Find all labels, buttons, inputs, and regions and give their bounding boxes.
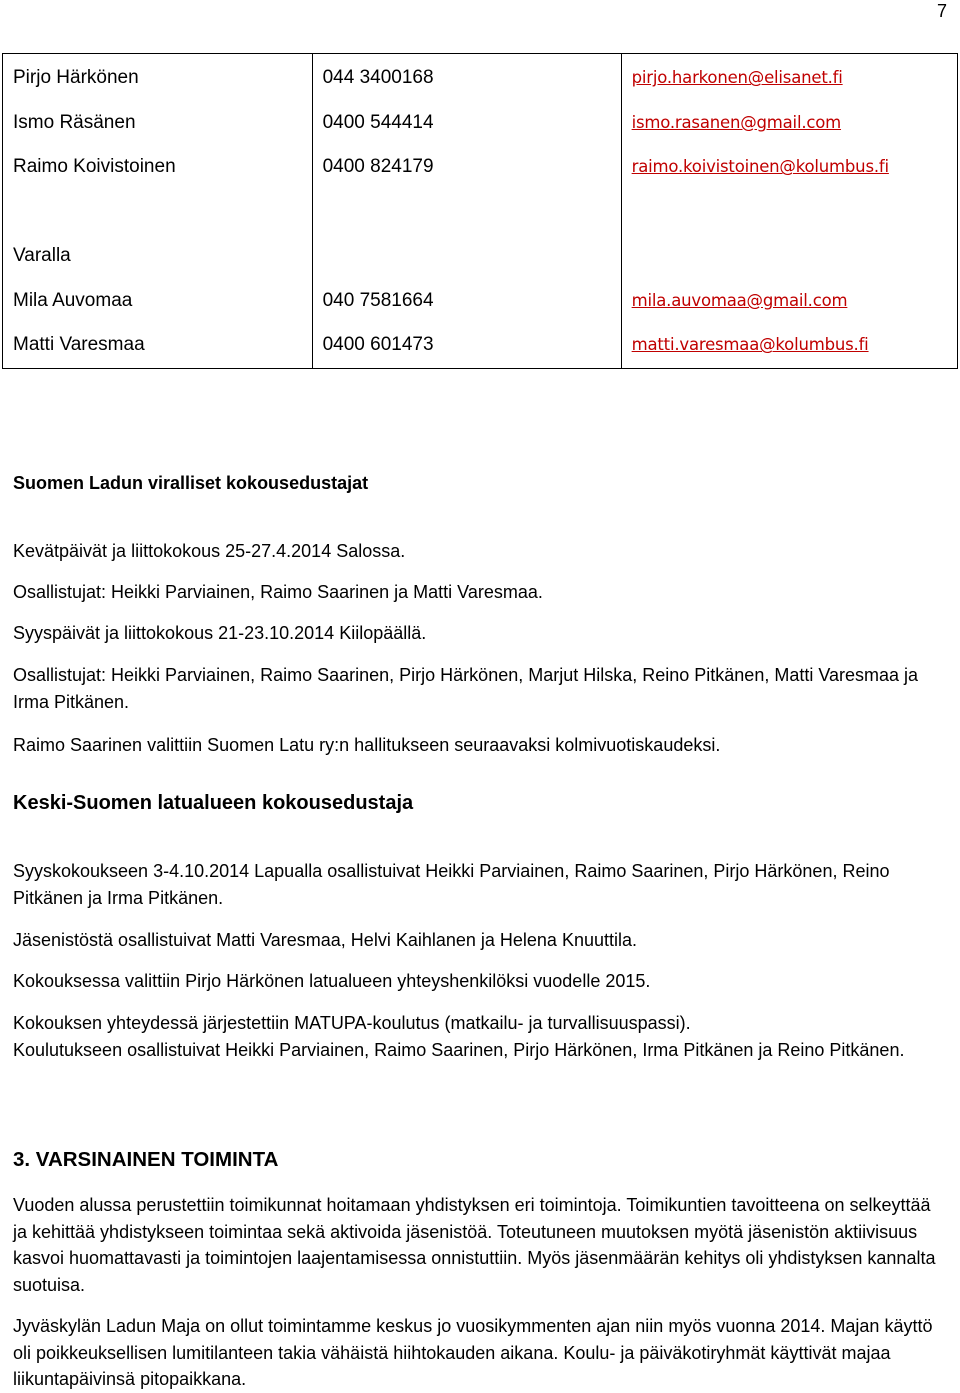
contact-phone [312, 234, 621, 279]
delegates-heading: Suomen Ladun viralliset kokousedustajat [13, 473, 369, 493]
activity-paragraph-1: Vuoden alussa perustettiin toimikunnat hoitamaan yhdistyksen eri toimintoja. Toimikuntien tavoitteena on selkeyttää ja kehittää yhdistykseen toimintaa sekä aktivoida jäsenistöä. Toteutuneen muutoksen myötä jäsenistön aktiivisuus kasvoi huomattavasti ja toimintojen laajentamisessa onnistuttiin. Myös jäsenmäärän kehitys oli yhdistyksen kannalta suotuisa. [13, 1195, 936, 1295]
contact-phone: 0400 601473 [312, 323, 621, 368]
contact-email-cell [621, 323, 957, 368]
table-row [3, 234, 958, 279]
contact-phone: 044 3400168 [312, 54, 621, 101]
regional-members-text: Jäsenistöstä osallistuivat Matti Varesmaa, Helvi Kaihlanen ja Helena Knuuttila. [13, 930, 637, 950]
training-line-1: Kokouksen yhteydessä järjestettiin MATUPA-koulutus (matkailu- ja turvallisuuspassi). [13, 1013, 691, 1033]
contact-phone: 0400 824179 [312, 145, 621, 190]
section-3-title: 3. VARSINAINEN TOIMINTA [13, 1148, 279, 1171]
spring-event-text: Kevätpäivät ja liittokokous 25-27.4.2014 Salossa. [13, 541, 406, 561]
contact-email-cell [621, 279, 957, 324]
contact-email-link[interactable]: ismo.rasanen@gmail.com [631, 112, 842, 132]
regional-heading: Keski-Suomen latualueen kokousedustaja [13, 792, 414, 814]
training-line-2: Koulutukseen osallistuivat Heikki Parviainen, Raimo Saarinen, Pirjo Härkönen, Irma Pitkänen ja Reino Pitkänen. [13, 1040, 905, 1060]
contact-email-link[interactable]: raimo.koivistoinen@kolumbus.fi [631, 157, 889, 177]
contact-name [3, 190, 313, 235]
contact-email-link[interactable]: matti.varesmaa@kolumbus.fi [631, 335, 869, 355]
regional-autumn-meeting-text: Syyskokoukseen 3-4.10.2014 Lapualla osallistuivat Heikki Parviainen, Raimo Saarinen, Pirjo Härkönen, Reino Pitkänen ja Irma Pitkänen. [13, 861, 890, 908]
contact-email-cell [621, 54, 957, 101]
election-note-text: Raimo Saarinen valittiin Suomen Latu ry:n hallitukseen seuraavaksi kolmivuotiskaudeksi. [13, 735, 721, 755]
contact-email-cell [621, 145, 957, 190]
contact-name: Varalla [3, 234, 313, 279]
page-number: 7 [936, 1, 947, 21]
spring-participants-text: Osallistujat: Heikki Parviainen, Raimo Saarinen ja Matti Varesmaa. [13, 582, 543, 602]
contact-table [2, 53, 958, 369]
contact-name: Ismo Räsänen [3, 101, 313, 146]
table-row [3, 279, 958, 324]
contact-name: Matti Varesmaa [3, 323, 313, 368]
autumn-event-text: Syyspäivät ja liittokokous 21-23.10.2014 Kiilopäällä. [13, 623, 427, 643]
contact-email-cell [621, 101, 957, 146]
autumn-participants-text: Osallistujat: Heikki Parviainen, Raimo Saarinen, Pirjo Härkönen, Marjut Hilska, Reino Pitkänen, Matti Varesmaa ja Irma Pitkänen. [13, 665, 919, 712]
table-row [3, 54, 958, 101]
contact-email-link[interactable]: pirjo.harkonen@elisanet.fi [631, 68, 843, 88]
contact-email-cell [621, 234, 957, 279]
table-row [3, 101, 958, 146]
activity-paragraph-2: Jyväskylän Ladun Maja on ollut toimintamme keskus jo vuosikymmenten ajan niin myös vuonna 2014. Majan käyttö oli poikkeuksellisen lumitilanteen takia vähäistä hiihtokauden aikana. Koulu- ja päiväkotiryhmät käyttivät majaa liikuntapäivinsä pitopaikkana. [13, 1316, 933, 1389]
contact-phone [312, 190, 621, 235]
table-row [3, 190, 958, 235]
contact-phone: 040 7581664 [312, 279, 621, 324]
contact-name: Raimo Koivistoinen [3, 145, 313, 190]
contact-email-cell [621, 190, 957, 235]
contact-name: Pirjo Härkönen [3, 54, 313, 101]
regional-contact-person-text: Kokouksessa valittiin Pirjo Härkönen latualueen yhteyshenkilöksi vuodelle 2015. [13, 971, 651, 991]
contact-name: Mila Auvomaa [3, 279, 313, 324]
table-row [3, 323, 958, 368]
contact-phone: 0400 544414 [312, 101, 621, 146]
table-row [3, 145, 958, 190]
contact-email-link[interactable]: mila.auvomaa@gmail.com [631, 290, 848, 310]
